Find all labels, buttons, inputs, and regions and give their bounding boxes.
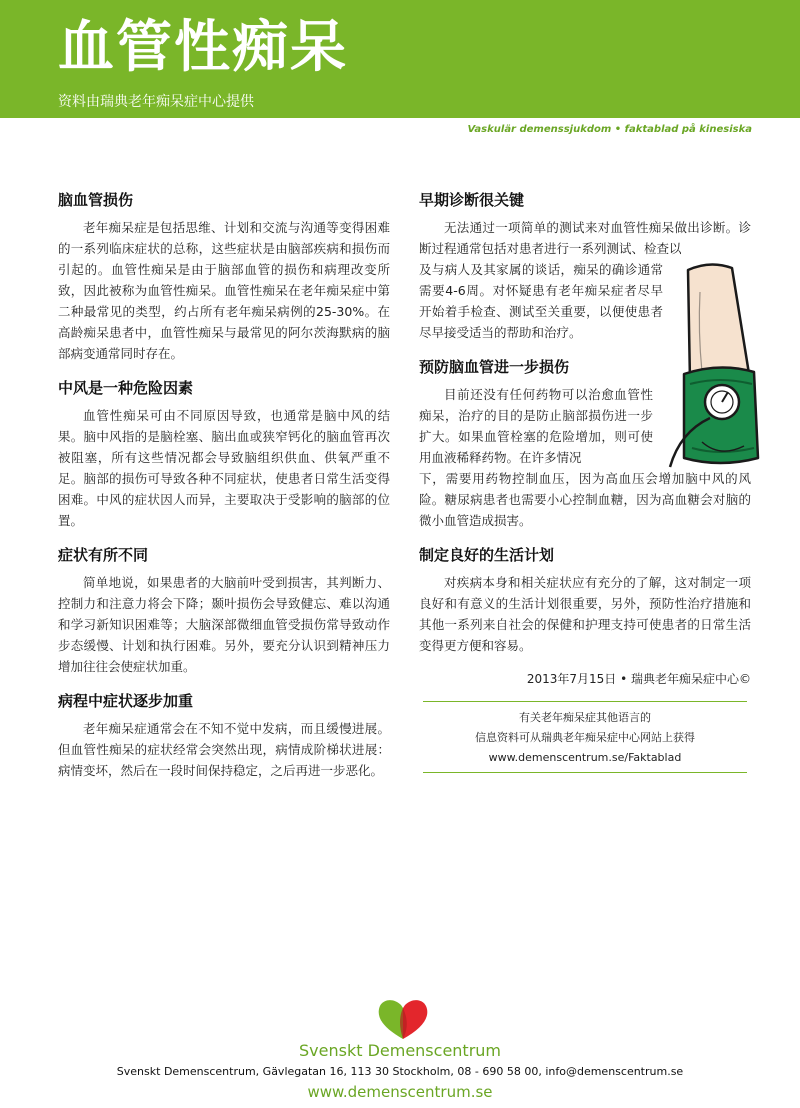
section-heading: 早期诊断很关键 xyxy=(419,191,525,209)
left-column xyxy=(58,190,390,795)
dateline: 2013年7月15日 • 瑞典老年痴呆症中心© xyxy=(526,672,751,686)
section-body: 目前还没有任何药物可以治愈血管性痴呆，治疗的目的是防止脑部损伤进一步扩大。如果血管栓塞的危险增加，则可使用血液稀释药物。在许多情况 xyxy=(419,387,653,465)
info-link[interactable]: www.demenscentrum.se/Faktablad xyxy=(488,751,682,764)
footer-website-link[interactable]: www.demenscentrum.se xyxy=(307,1083,493,1101)
section-heading: 中风是一种危险因素 xyxy=(58,379,194,397)
page-subtitle: 资料由瑞典老年痴呆症中心提供 xyxy=(58,94,254,110)
heart-logo-icon xyxy=(375,995,431,1041)
section-heading: 制定良好的生活计划 xyxy=(419,546,555,564)
section-body: 简单地说，如果患者的大脑前叶受到损害，其判断力、控制力和注意力将会下降；颞叶损伤会导致健忘、难以沟通和学习新知识困难等；大脑深部微细血管受损伤常导致动作步态缓慢、计划和执行困难。另外，要充分认识到精神压力增加往往会使症状加重。 xyxy=(58,575,390,674)
section-life-plan xyxy=(419,545,751,656)
section-heading: 病程中症状逐步加重 xyxy=(58,692,194,710)
section-heading: 脑血管损伤 xyxy=(58,191,134,209)
header-banner xyxy=(0,0,800,118)
info-line: 信息资料可从瑞典老年痴呆症中心网站上获得 xyxy=(475,731,695,744)
section-body-continued: 及与病人及其家属的谈话，痴呆的确诊通常需要4-6周。对怀疑患有老年痴呆症者尽早开始着手检查、测试至关重要，以便使患者尽早接受适当的帮助和治疗。 xyxy=(419,262,663,340)
section-body: 对疾病本身和相关症状应有充分的了解，这对制定一项良好和有意义的生活计划很重要，另外，预防性治疗措施和其他一系列来自社会的保健和护理支持可使患者的日常生活变得更方便和容易。 xyxy=(419,575,751,653)
info-box xyxy=(423,701,747,773)
tagline: Vaskulär demenssjukdom • faktablad på kinesiska xyxy=(467,124,752,135)
info-line: 有关老年痴呆症其他语言的 xyxy=(519,711,651,724)
footer-address: Svenskt Demenscentrum, Gävlegatan 16, 113 30 Stockholm, 08 - 690 58 00, info@demenscentrum.se xyxy=(116,1065,684,1078)
section-stroke-risk xyxy=(58,378,390,531)
section-body: 老年痴呆症通常会在不知不觉中发病，而且缓慢进展。但血管性痴呆的症状经常会突然出现，病情成阶梯状进展：病情变坏，然后在一段时间保持稳定，之后再进一步恶化。 xyxy=(58,721,390,778)
section-body: 血管性痴呆可由不同原因导致，也通常是脑中风的结果。脑中风指的是脑栓塞、脑出血或狭窄钙化的脑血管再次被阻塞，所有这些情况都会导致脑组织供血、供氧严重不足。脑部的损伤可导致各种不同症状，使患者日常生活变得困难。中风的症状因人而异，主要取决于受影响的脑部的位置。 xyxy=(58,408,390,528)
section-body: 老年痴呆症是包括思维、计划和交流与沟通等变得困难的一系列临床症状的总称，这些症状是由脑部疾病和损伤而引起的。血管性痴呆是由于脑部血管的损伤和病理改变所致，因此被称为血管性痴呆。血管性痴呆在老年痴呆症中第二种最常见的类型，约占所有老年痴呆病例的25-30%。在高龄痴呆患者中，血管性痴呆与最常见的阿尔茨海默病的脑部病变通常同时存在。 xyxy=(58,220,390,361)
section-heading: 预防脑血管进一步损伤 xyxy=(419,358,570,376)
blood-pressure-cuff-illustration xyxy=(660,262,760,472)
section-symptoms xyxy=(58,545,390,677)
section-body: 无法通过一项简单的测试来对血管性痴呆做出诊断。诊断过程通常包括对患者进行一系列测试、检查以 xyxy=(419,220,751,256)
section-cerebrovascular-damage xyxy=(58,190,390,364)
page-title: 血管性痴呆 xyxy=(58,15,348,80)
section-heading: 症状有所不同 xyxy=(58,546,149,564)
section-progression xyxy=(58,691,390,781)
footer-brand: Svenskt Demenscentrum xyxy=(299,1041,501,1060)
section-body-continued: 下，需要用药物控制血压，因为高血压会增加脑中风的风险。糖尿病患者也需要小心控制血糖，因为高血糖会对脑的微小血管造成损害。 xyxy=(419,471,751,528)
